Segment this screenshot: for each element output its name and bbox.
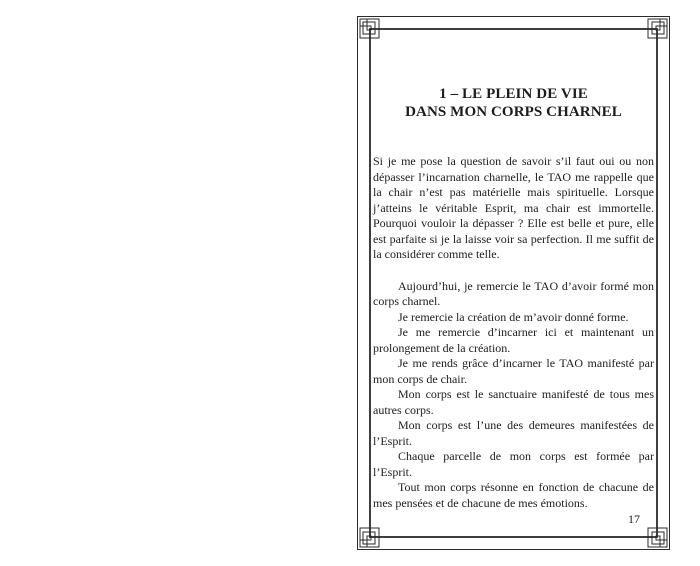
- paragraph: Je remercie la création de m’avoir donné forme.: [398, 309, 629, 324]
- paragraph: Si je me pose la question de savoir s’il faut oui ou non dépasser l’incarnation charnelle, le TAO me rappelle que la chair n’est pas matérielle mais spirituelle. Lorsque j’atteins le véritable Esprit, ma chair est immortelle. Pourquoi vouloir la dépasser ? Elle est belle et pure, elle est parfaite si je la laisse voir sa perfection. Il me suffit de la considérer comme telle.: [373, 154, 654, 261]
- paragraph: Je me remercie d’incarner ici et maintenant un prolongement de la création.: [373, 325, 654, 355]
- body-text: [373, 154, 654, 511]
- chapter-title-line-2: DANS MON CORPS CHARNEL: [405, 104, 622, 120]
- paragraph: Tout mon corps résonne en fonction de chacune de mes pensées et de chacune de mes émotions.: [373, 480, 654, 510]
- paragraph: Mon corps est le sanctuaire manifesté de tous mes autres corps.: [373, 387, 654, 417]
- paragraph: Je me rends grâce d’incarner le TAO manifesté par mon corps de chair.: [373, 356, 654, 386]
- chapter-title-line-1: 1 – LE PLEIN DE VIE: [439, 86, 588, 102]
- paragraph: Aujourd’hui, je remercie le TAO d’avoir formé mon corps charnel.: [373, 278, 654, 308]
- page-number: 17: [628, 512, 640, 526]
- paragraph: Chaque parcelle de mon corps est formée par l’Esprit.: [373, 449, 654, 479]
- paragraph: Mon corps est l’une des demeures manifestées de l’Esprit.: [373, 418, 654, 448]
- book-page: [357, 16, 670, 550]
